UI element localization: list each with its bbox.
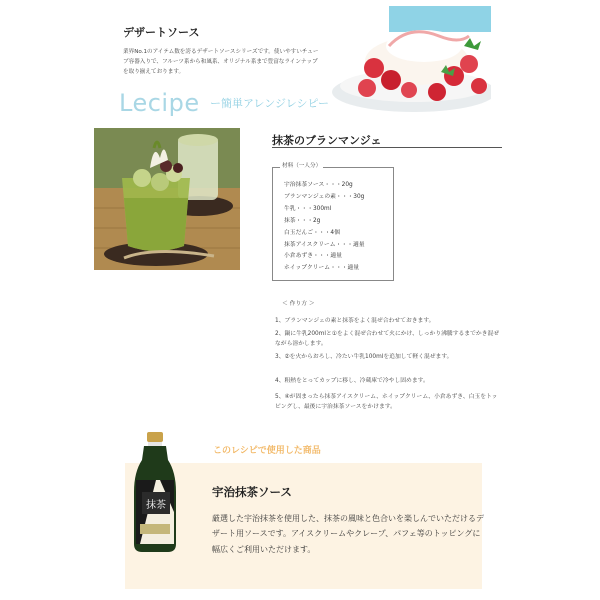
section-title: デザートソース bbox=[123, 26, 200, 39]
strawberry-dessert-photo bbox=[329, 6, 491, 114]
ingredient-item: 白玉だんご・・・4個 bbox=[284, 229, 340, 236]
ingredient-item: 小倉あずき・・・適量 bbox=[284, 253, 342, 260]
svg-text:抹茶: 抹茶 bbox=[146, 500, 166, 511]
sauce-bottle-image bbox=[130, 432, 180, 554]
recipe-step: 4、粗熱をとってカップに移し、冷蔵庫で冷やし固めます。 bbox=[275, 378, 429, 384]
ingredients-heading: 材料（一人分） bbox=[282, 163, 322, 169]
title-divider bbox=[272, 147, 502, 148]
recipe-title: 抹茶のブランマンジェ bbox=[272, 134, 382, 147]
ingredient-item: 宇治抹茶ソース・・・20g bbox=[284, 182, 353, 188]
lecipe-logo: Lecipe bbox=[119, 89, 200, 117]
product-name: 宇治抹茶ソース bbox=[212, 485, 292, 499]
recipe-step: 5、④が固まったら抹茶アイスクリーム、ホイップクリーム、小倉あずき、白玉をトッピングし、最後に宇治抹茶ソースをかけます。 bbox=[275, 394, 498, 410]
steps-heading: ＜ 作り方 ＞ bbox=[282, 301, 315, 307]
ingredient-item: 牛乳・・・300ml bbox=[284, 205, 332, 212]
matcha-blancmange-photo bbox=[94, 128, 240, 270]
lecipe-subtitle: ー簡単アレンジレシピー bbox=[210, 97, 330, 110]
ingredient-item: ホイップクリーム・・・適量 bbox=[284, 265, 360, 272]
ingredient-list bbox=[284, 180, 365, 275]
section-description: 業界No.1のアイテム数を誇るデザートソースシリーズです。使いやすいチューブ容器入りで、フルーツ系から和風系、オリジナル系まで豊富なラインナップを取り揃えております。 bbox=[123, 49, 319, 75]
product-description: 厳選した宇治抹茶を使用した、抹茶の風味と色合いを楽しんでいただけるデザート用ソースです。アイスクリームやクレープ、パフェ等のトッピングに幅広くご利用いただけます。 bbox=[212, 514, 484, 554]
used-product-heading: このレシピで使用した商品 bbox=[213, 446, 321, 456]
recipe-step: 3、②を火からおろし、冷たい牛乳100mlを追加して軽く混ぜます。 bbox=[275, 354, 453, 360]
ingredient-item: 抹茶・・・2g bbox=[284, 217, 321, 224]
recipe-step: 2、鍋に牛乳200mlと①をよく混ぜ合わせて火にかけ、しっかり沸騰するまでかき混ぜながら溶かします。 bbox=[275, 331, 500, 347]
ingredient-item: ブランマンジェの素・・・30g bbox=[284, 193, 365, 200]
ingredient-item: 抹茶アイスクリーム・・・適量 bbox=[284, 241, 365, 248]
recipe-step: 1、ブランマンジェの素と抹茶をよく混ぜ合わせておきます。 bbox=[275, 318, 435, 324]
